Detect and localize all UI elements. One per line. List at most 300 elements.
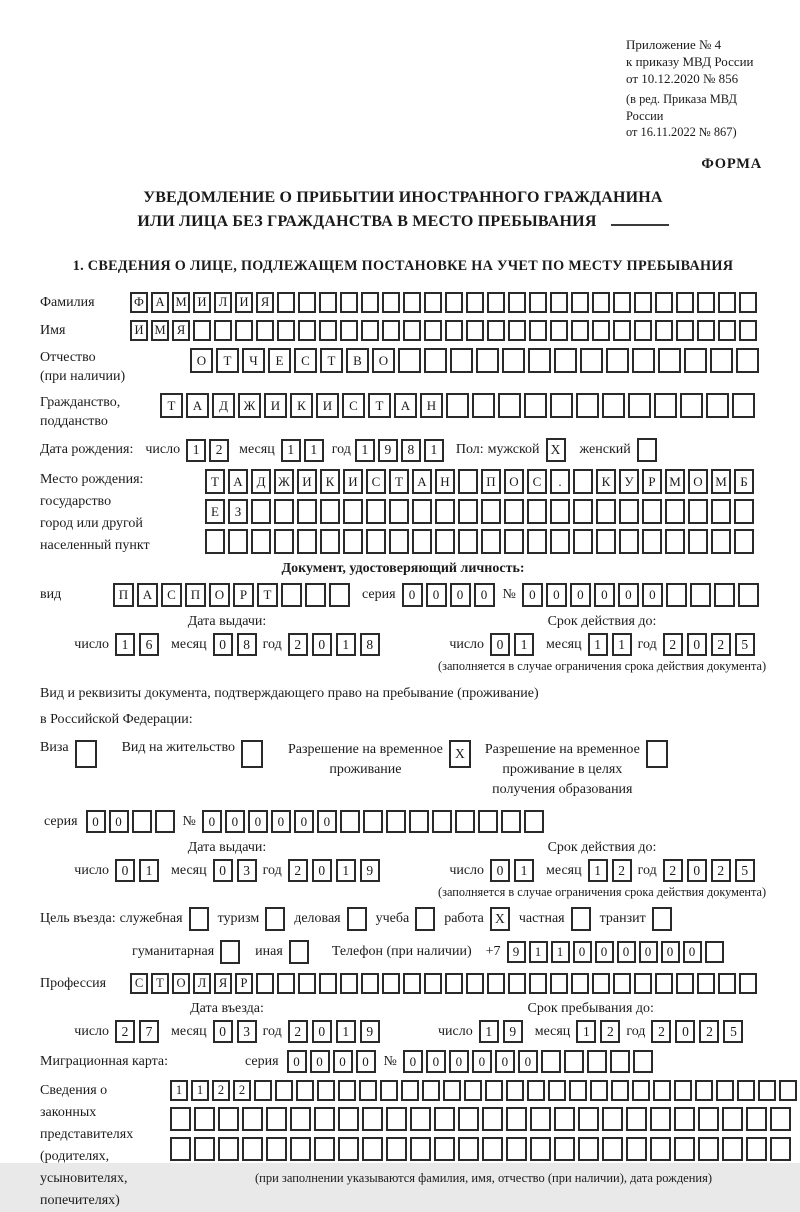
char-cell[interactable] [298,320,316,341]
char-cell[interactable]: С [366,469,386,494]
char-cell[interactable] [602,1107,623,1131]
char-cell[interactable]: 1 [186,439,206,462]
char-cell[interactable]: 1 [281,439,301,462]
expiry-month-cells[interactable] [588,633,632,656]
char-cell[interactable] [688,499,708,524]
char-cell[interactable]: 6 [139,633,159,656]
char-cell[interactable] [684,348,707,373]
char-cell[interactable] [550,499,570,524]
char-cell[interactable] [502,348,525,373]
char-cell[interactable]: Т [216,348,239,373]
char-cell[interactable] [194,1107,215,1131]
char-cell[interactable]: 0 [490,633,510,656]
char-cell[interactable]: 8 [237,633,257,656]
char-cell[interactable]: З [228,499,248,524]
char-cell[interactable]: 0 [661,941,680,963]
char-cell[interactable] [242,1107,263,1131]
char-cell[interactable] [711,499,731,524]
char-cell[interactable] [634,973,652,994]
char-cell[interactable]: 9 [507,941,526,963]
char-cell[interactable] [710,348,733,373]
char-cell[interactable] [481,529,501,554]
char-cell[interactable]: 1 [588,633,608,656]
char-cell[interactable]: 2 [711,859,731,882]
char-cell[interactable] [170,1107,191,1131]
char-cell[interactable]: 8 [360,633,380,656]
char-cell[interactable]: А [137,583,158,607]
char-cell[interactable]: 0 [312,1020,332,1043]
char-cell[interactable]: 0 [426,1050,446,1073]
stay-series-cells[interactable] [86,810,175,833]
char-cell[interactable] [746,1107,767,1131]
char-cell[interactable] [716,1080,734,1101]
char-cell[interactable] [732,393,755,418]
char-cell[interactable] [194,1137,215,1161]
char-cell[interactable]: 9 [360,1020,380,1043]
char-cell[interactable]: 0 [356,1050,376,1073]
char-cell[interactable]: 0 [287,1050,307,1073]
char-cell[interactable] [498,393,521,418]
checkbox-edu-residence[interactable] [646,740,668,768]
char-cell[interactable]: 1 [514,859,534,882]
char-cell[interactable] [343,529,363,554]
doc-number-cells[interactable] [522,583,759,607]
char-cell[interactable]: 2 [600,1020,620,1043]
char-cell[interactable] [458,469,478,494]
char-cell[interactable] [611,1080,629,1101]
char-cell[interactable] [458,1107,479,1131]
char-cell[interactable] [389,499,409,524]
char-cell[interactable]: 0 [213,633,233,656]
char-cell[interactable]: 0 [115,859,135,882]
char-cell[interactable] [275,1080,293,1101]
char-cell[interactable] [256,973,274,994]
char-cell[interactable]: Р [233,583,254,607]
char-cell[interactable] [434,1137,455,1161]
char-cell[interactable] [277,973,295,994]
char-cell[interactable]: 0 [450,583,471,607]
char-cell[interactable] [443,1080,461,1101]
birth-year-cells[interactable] [355,439,444,462]
char-cell[interactable]: 0 [474,583,495,607]
char-cell[interactable] [362,1107,383,1131]
char-cell[interactable] [361,292,379,313]
char-cell[interactable]: Т [257,583,278,607]
char-cell[interactable]: Е [268,348,291,373]
char-cell[interactable] [697,320,715,341]
checkbox-purpose-transit[interactable] [652,907,672,931]
char-cell[interactable]: 0 [618,583,639,607]
stay-issue-day-cells[interactable] [115,859,159,882]
char-cell[interactable]: А [186,393,209,418]
char-cell[interactable]: 9 [378,439,398,462]
char-cell[interactable]: П [481,469,501,494]
char-cell[interactable]: 0 [449,1050,469,1073]
char-cell[interactable]: Т [160,393,183,418]
char-cell[interactable] [218,1107,239,1131]
char-cell[interactable] [254,1080,272,1101]
char-cell[interactable] [412,499,432,524]
char-cell[interactable]: 2 [651,1020,671,1043]
char-cell[interactable]: 1 [551,941,570,963]
checkbox-purpose-business[interactable] [347,907,367,931]
char-cell[interactable] [361,973,379,994]
char-cell[interactable] [739,292,757,313]
char-cell[interactable]: П [185,583,206,607]
char-cell[interactable]: Д [251,469,271,494]
char-cell[interactable] [485,1080,503,1101]
char-cell[interactable] [714,583,735,607]
char-cell[interactable]: И [130,320,148,341]
char-cell[interactable] [628,393,651,418]
stay-issue-month-cells[interactable] [213,859,257,882]
char-cell[interactable]: 0 [402,583,423,607]
char-cell[interactable] [340,320,358,341]
char-cell[interactable]: И [235,292,253,313]
char-cell[interactable]: 0 [202,810,222,833]
char-cell[interactable] [674,1080,692,1101]
issue-day-cells[interactable] [115,633,159,656]
char-cell[interactable] [541,1050,561,1073]
checkbox-purpose-study[interactable] [415,907,435,931]
char-cell[interactable] [380,1080,398,1101]
char-cell[interactable] [573,529,593,554]
checkbox-male[interactable]: X [546,438,566,462]
char-cell[interactable] [613,292,631,313]
char-cell[interactable] [242,1137,263,1161]
char-cell[interactable]: Л [214,292,232,313]
char-cell[interactable] [487,292,505,313]
char-cell[interactable] [274,529,294,554]
char-cell[interactable] [458,499,478,524]
char-cell[interactable] [319,292,337,313]
char-cell[interactable]: 0 [642,583,663,607]
stay-expiry-month-cells[interactable] [588,859,632,882]
char-cell[interactable]: М [665,469,685,494]
char-cell[interactable]: И [316,393,339,418]
char-cell[interactable]: 0 [570,583,591,607]
char-cell[interactable]: О [372,348,395,373]
char-cell[interactable]: 0 [109,810,129,833]
char-cell[interactable]: 1 [355,439,375,462]
char-cell[interactable]: 7 [139,1020,159,1043]
until-day-cells[interactable] [479,1020,523,1043]
char-cell[interactable]: С [294,348,317,373]
char-cell[interactable]: 5 [735,859,755,882]
stay-issue-year-cells[interactable] [288,859,380,882]
char-cell[interactable] [654,393,677,418]
char-cell[interactable] [508,320,526,341]
checkbox-purpose-official[interactable] [189,907,209,931]
char-cell[interactable] [251,529,271,554]
char-cell[interactable]: И [343,469,363,494]
char-cell[interactable] [476,348,499,373]
char-cell[interactable]: 2 [115,1020,135,1043]
char-cell[interactable] [445,320,463,341]
char-cell[interactable]: Р [235,973,253,994]
char-cell[interactable] [590,1080,608,1101]
char-cell[interactable] [466,973,484,994]
char-cell[interactable]: В [346,348,369,373]
char-cell[interactable]: 2 [212,1080,230,1101]
char-cell[interactable] [403,320,421,341]
char-cell[interactable] [412,529,432,554]
surname-cells[interactable] [130,292,757,313]
char-cell[interactable] [642,529,662,554]
char-cell[interactable]: 0 [271,810,291,833]
char-cell[interactable] [340,973,358,994]
char-cell[interactable] [632,1080,650,1101]
char-cell[interactable] [277,292,295,313]
char-cell[interactable]: 0 [687,633,707,656]
char-cell[interactable] [340,292,358,313]
representatives-row3-cells[interactable] [170,1137,797,1161]
char-cell[interactable] [554,1107,575,1131]
char-cell[interactable]: 0 [213,859,233,882]
char-cell[interactable] [722,1107,743,1131]
char-cell[interactable] [398,348,421,373]
char-cell[interactable] [592,320,610,341]
char-cell[interactable] [619,529,639,554]
char-cell[interactable] [298,973,316,994]
char-cell[interactable] [466,320,484,341]
char-cell[interactable]: А [394,393,417,418]
char-cell[interactable] [389,529,409,554]
char-cell[interactable] [564,1050,584,1073]
char-cell[interactable] [214,320,232,341]
char-cell[interactable] [697,292,715,313]
char-cell[interactable] [550,529,570,554]
char-cell[interactable] [634,320,652,341]
char-cell[interactable]: 0 [546,583,567,607]
birth-day-cells[interactable] [186,439,229,462]
char-cell[interactable] [487,973,505,994]
char-cell[interactable]: Т [205,469,225,494]
char-cell[interactable] [445,292,463,313]
char-cell[interactable]: 0 [312,633,332,656]
char-cell[interactable]: 0 [294,810,314,833]
checkbox-purpose-tourism[interactable] [265,907,285,931]
char-cell[interactable]: 1 [479,1020,499,1043]
checkbox-female[interactable] [637,438,657,462]
char-cell[interactable] [554,348,577,373]
char-cell[interactable] [424,348,447,373]
until-month-cells[interactable] [576,1020,620,1043]
char-cell[interactable] [472,393,495,418]
issue-year-cells[interactable] [288,633,380,656]
char-cell[interactable]: Л [193,973,211,994]
char-cell[interactable]: 1 [424,439,444,462]
char-cell[interactable] [613,320,631,341]
char-cell[interactable] [736,348,759,373]
char-cell[interactable]: 0 [595,941,614,963]
char-cell[interactable]: 0 [522,583,543,607]
char-cell[interactable] [770,1107,791,1131]
char-cell[interactable]: М [151,320,169,341]
char-cell[interactable] [779,1080,797,1101]
char-cell[interactable] [734,529,754,554]
char-cell[interactable] [235,320,253,341]
stay-expiry-year-cells[interactable] [663,859,755,882]
char-cell[interactable]: 2 [612,859,632,882]
char-cell[interactable] [676,320,694,341]
char-cell[interactable] [338,1107,359,1131]
char-cell[interactable]: Ф [130,292,148,313]
char-cell[interactable] [706,393,729,418]
char-cell[interactable] [674,1107,695,1131]
char-cell[interactable] [155,810,175,833]
char-cell[interactable] [446,393,469,418]
char-cell[interactable] [343,499,363,524]
char-cell[interactable] [619,499,639,524]
char-cell[interactable]: 2 [663,859,683,882]
char-cell[interactable] [458,529,478,554]
char-cell[interactable] [338,1137,359,1161]
issue-month-cells[interactable] [213,633,257,656]
char-cell[interactable] [711,529,731,554]
char-cell[interactable] [576,393,599,418]
doc-kind-cells[interactable] [113,583,350,607]
char-cell[interactable] [650,1107,671,1131]
char-cell[interactable] [298,292,316,313]
char-cell[interactable]: К [290,393,313,418]
char-cell[interactable] [665,499,685,524]
char-cell[interactable]: О [504,469,524,494]
char-cell[interactable] [296,1080,314,1101]
char-cell[interactable] [718,973,736,994]
char-cell[interactable]: Т [368,393,391,418]
char-cell[interactable] [606,348,629,373]
char-cell[interactable] [386,810,406,833]
char-cell[interactable] [290,1137,311,1161]
char-cell[interactable]: 5 [735,633,755,656]
char-cell[interactable] [314,1107,335,1131]
char-cell[interactable] [529,320,547,341]
char-cell[interactable] [548,1080,566,1101]
char-cell[interactable] [410,1107,431,1131]
char-cell[interactable] [665,529,685,554]
char-cell[interactable] [734,499,754,524]
char-cell[interactable] [530,1107,551,1131]
char-cell[interactable]: К [320,469,340,494]
char-cell[interactable] [251,499,271,524]
char-cell[interactable]: 1 [576,1020,596,1043]
char-cell[interactable] [578,1137,599,1161]
char-cell[interactable] [527,529,547,554]
char-cell[interactable]: С [527,469,547,494]
char-cell[interactable] [658,348,681,373]
char-cell[interactable] [602,1137,623,1161]
citizenship-cells[interactable] [160,393,755,418]
char-cell[interactable] [362,1137,383,1161]
char-cell[interactable]: И [264,393,287,418]
char-cell[interactable] [527,499,547,524]
char-cell[interactable] [506,1137,527,1161]
char-cell[interactable] [550,320,568,341]
char-cell[interactable]: 1 [514,633,534,656]
char-cell[interactable]: . [550,469,570,494]
char-cell[interactable]: 2 [288,859,308,882]
checkbox-purpose-private[interactable] [571,907,591,931]
char-cell[interactable]: 0 [225,810,245,833]
char-cell[interactable] [508,292,526,313]
char-cell[interactable] [578,1107,599,1131]
char-cell[interactable] [382,292,400,313]
entry-day-cells[interactable] [115,1020,159,1043]
checkbox-residence-permit[interactable] [241,740,263,768]
char-cell[interactable] [410,1137,431,1161]
char-cell[interactable] [674,1137,695,1161]
char-cell[interactable] [698,1107,719,1131]
entry-year-cells[interactable] [288,1020,380,1043]
char-cell[interactable] [550,393,573,418]
char-cell[interactable] [666,583,687,607]
char-cell[interactable]: 9 [503,1020,523,1043]
char-cell[interactable] [422,1080,440,1101]
char-cell[interactable]: 5 [723,1020,743,1043]
char-cell[interactable] [435,499,455,524]
char-cell[interactable]: 2 [288,1020,308,1043]
char-cell[interactable]: Т [320,348,343,373]
char-cell[interactable] [256,320,274,341]
char-cell[interactable] [506,1080,524,1101]
char-cell[interactable] [386,1137,407,1161]
char-cell[interactable] [571,292,589,313]
char-cell[interactable] [722,1137,743,1161]
char-cell[interactable]: 0 [317,810,337,833]
representatives-row1-cells[interactable] [170,1080,797,1101]
char-cell[interactable] [650,1137,671,1161]
char-cell[interactable]: А [412,469,432,494]
char-cell[interactable]: Е [205,499,225,524]
char-cell[interactable] [688,529,708,554]
char-cell[interactable] [573,469,593,494]
char-cell[interactable]: Б [734,469,754,494]
char-cell[interactable] [435,529,455,554]
char-cell[interactable] [193,320,211,341]
char-cell[interactable]: И [193,292,211,313]
char-cell[interactable]: П [113,583,134,607]
char-cell[interactable] [501,810,521,833]
char-cell[interactable] [524,810,544,833]
checkbox-visa[interactable] [75,740,97,768]
char-cell[interactable] [554,1137,575,1161]
char-cell[interactable] [329,583,350,607]
char-cell[interactable] [366,499,386,524]
checkbox-purpose-work[interactable]: X [490,907,510,931]
char-cell[interactable] [401,1080,419,1101]
char-cell[interactable] [626,1137,647,1161]
char-cell[interactable] [434,1107,455,1131]
char-cell[interactable]: 0 [312,859,332,882]
char-cell[interactable] [386,1107,407,1131]
char-cell[interactable]: 1 [139,859,159,882]
char-cell[interactable] [359,1080,377,1101]
char-cell[interactable] [580,348,603,373]
char-cell[interactable]: О [172,973,190,994]
char-cell[interactable] [455,810,475,833]
expiry-day-cells[interactable] [490,633,534,656]
char-cell[interactable] [317,1080,335,1101]
char-cell[interactable] [746,1137,767,1161]
char-cell[interactable]: 0 [495,1050,515,1073]
char-cell[interactable]: 1 [529,941,548,963]
char-cell[interactable]: 0 [675,1020,695,1043]
char-cell[interactable]: 0 [86,810,106,833]
char-cell[interactable]: 9 [360,859,380,882]
doc-series-cells[interactable] [402,583,495,607]
char-cell[interactable]: 1 [170,1080,188,1101]
